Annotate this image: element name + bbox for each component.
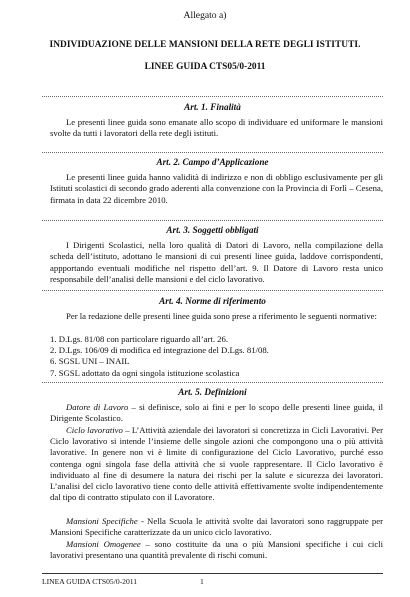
- definition-text: – L’Attività aziendale dei lavoratori si concretizza in Cicli Lavorativi. Per Ciclo lavorativo si intende l’insieme delle singole azioni che compongono una o più attività lavorative. In genere non vi è limite di configurazione del Ciclo Lavorativo, purché esso contenga ogni singola fase della attività che si vuole rappresentare. Il Ciclo lavorativo è individuato al fine di desumere la natura dei rischi per la salute e sicurezza dei lavoratori. L’analisi del ciclo lavorativo tiene conto delle attività effettivamente svolte indipendentemente dal tipo di contratto stipulato con il Lavoratore.: [50, 425, 384, 503]
- article-2-heading: Art. 2. Campo d’Applicazione: [156, 157, 269, 167]
- section-divider: [42, 152, 383, 153]
- footer-divider: [42, 573, 383, 574]
- section-divider: [42, 290, 383, 291]
- definition-term: Mansioni Specifiche: [66, 516, 138, 526]
- definition-text: – sono costituite da una o più Mansioni specifiche i cui cicli lavorativi presentano una quantità prevalente di rischi comuni.: [50, 539, 384, 561]
- definition-text: - Nella Scuola le attività svolte dai lavoratori sono raggruppate per Mansioni Specifiche caratterizzate da un unico ciclo lavorativo.: [50, 516, 383, 538]
- section-divider: [42, 382, 383, 383]
- list-item: 1. D.Lgs. 81/08 con particolare riguardo all’art. 26.: [50, 334, 229, 344]
- normative-list: [50, 334, 383, 379]
- page-number: 1: [200, 577, 204, 586]
- definition-ciclo: [50, 425, 383, 503]
- definition-text: – si definisce, solo ai fini e per lo scopo delle presenti linee guida, il Dirigente Scolastico.: [50, 402, 383, 424]
- definition-mansioni-specifiche: [50, 516, 383, 538]
- document-subtitle: LINEE GUIDA CTS05/0-2011: [144, 62, 266, 72]
- definition-datore: [50, 402, 383, 424]
- definition-mansioni-omogenee: [50, 539, 383, 561]
- article-3-heading: Art. 3. Soggetti obbligati: [166, 225, 259, 235]
- section-divider: [42, 220, 383, 221]
- article-2-text: Le presenti linee guida hanno validità di indirizzo e non di obbligo esclusivamente per gli Istituti scolastici di secondo grado aderenti alla convenzione con la Provincia di Forlì – Cesena, firmata in data 22 dicembre 2010.: [50, 172, 383, 205]
- definition-term: Mansioni Omogenee: [66, 539, 141, 549]
- article-5-heading: Art. 5. Definizioni: [178, 387, 247, 397]
- footer-doc-code: LINEA GUIDA CTS05/0-2011: [42, 577, 138, 586]
- article-4-text: Per la redazione delle presenti linee guida sono prese a riferimento le seguenti normative:: [66, 311, 377, 321]
- document-title: INDIVIDUAZIONE DELLE MANSIONI DELLA RETE DEGLI ISTITUTI.: [49, 40, 361, 50]
- article-1-heading: Art. 1. Finalità: [184, 102, 241, 112]
- article-3-text: I Dirigenti Scolastici, nella loro qualità di Datori di Lavoro, nella compilazione della scheda dell’istituto, adottano le mansioni di cui presenti linee guida, laddove corrispondenti, appportando eventuali modifiche nel rispetto dell’art. 9. Il Datore di Lavoro resta unico responsabile dell’analisi delle mansioni e del ciclo lavorativo.: [50, 240, 383, 285]
- list-item: 7. SGSL adottato da ogni singola istituzione scolastica: [50, 367, 240, 378]
- section-divider: [42, 96, 383, 97]
- definition-term: Ciclo lavorativo: [66, 425, 123, 435]
- article-4-heading: Art. 4. Norme di riferimento: [159, 296, 266, 306]
- definition-term: Datore di Lavoro: [66, 402, 129, 412]
- allegato-label: Allegato a): [183, 10, 227, 21]
- article-1-text: Le presenti linee guida sono emanate allo scopo di individuare ed uniformare le mansioni svolte da tutti i lavoratori della rete degli istituti.: [50, 117, 383, 139]
- list-item: 6. SGSL UNI – INAIL: [50, 356, 130, 367]
- list-item: 2. D.Lgs. 106/09 di modifica ed integrazione del D.Lgs. 81/08.: [50, 345, 269, 356]
